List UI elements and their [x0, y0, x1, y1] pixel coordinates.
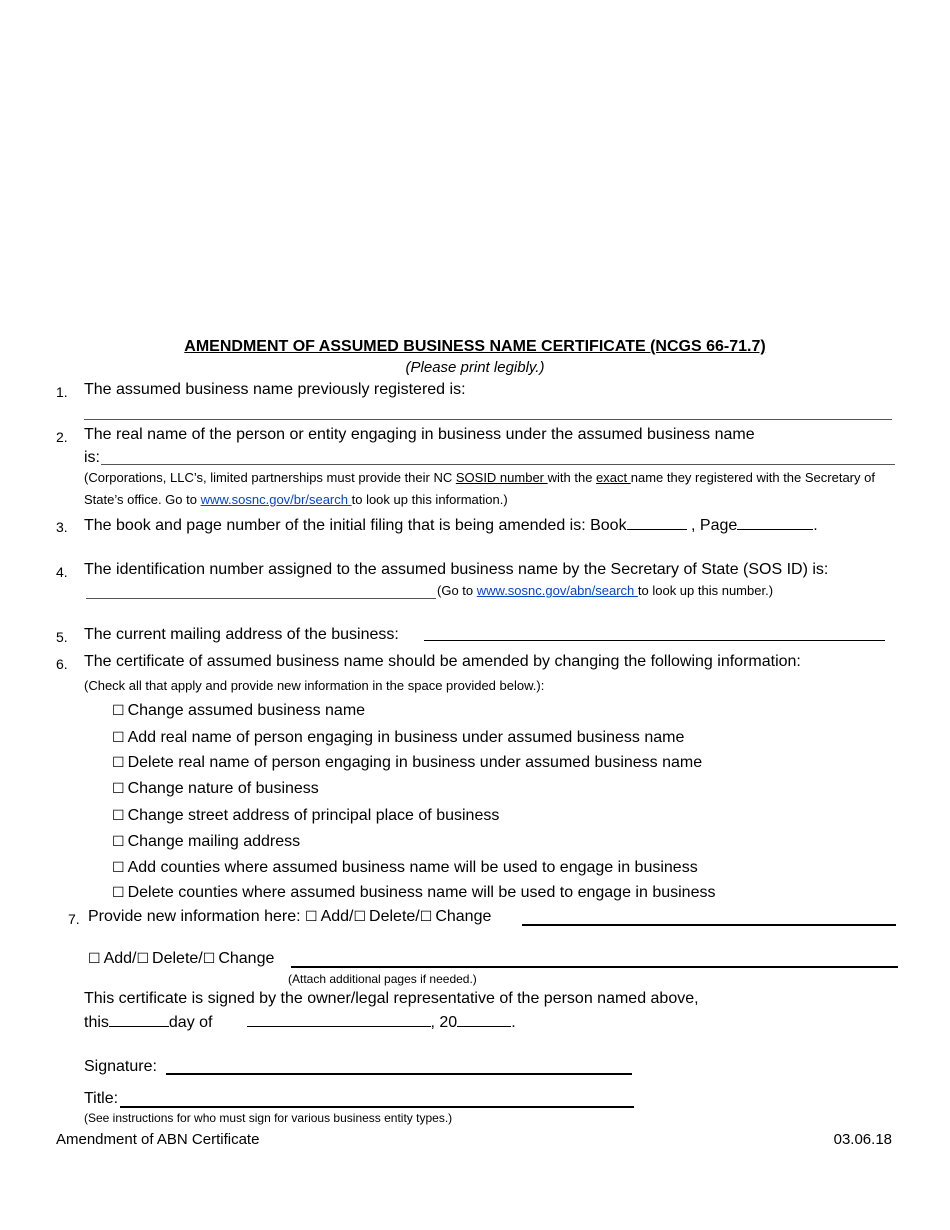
item-7-row-2 — [88, 949, 274, 969]
checkbox-icon[interactable]: ☐ — [88, 951, 101, 967]
sos-id-field[interactable] — [86, 598, 436, 599]
item-2-note-part-c: name they registered with the Secretary of — [630, 470, 875, 485]
change-label: Change — [435, 908, 492, 925]
option-delete-counties[interactable] — [112, 883, 715, 903]
item-5-number: 5. — [56, 629, 68, 645]
item-6-label: The certificate of assumed business name should be amended by changing the following information: — [84, 653, 801, 670]
checkbox-icon[interactable]: ☐ — [112, 834, 125, 850]
item-7-number: 7. — [68, 911, 80, 927]
option-label: Delete counties where assumed business name will be used to engage in business — [127, 884, 716, 901]
option-label: Delete real name of person engaging in business under assumed business name — [127, 754, 703, 771]
option-label: Change street address of principal place of business — [127, 807, 500, 824]
item-2-note-exact: exact — [596, 470, 631, 485]
year-field[interactable] — [457, 1012, 511, 1027]
item-4-number: 4. — [56, 564, 68, 580]
item-1-answer-field[interactable] — [84, 419, 892, 420]
item-5-label: The current mailing address of the business: — [84, 626, 399, 643]
item-4-label: The identification number assigned to the assumed business name by the Secretary of State (SOS ID) is: — [84, 561, 829, 578]
option-add-counties[interactable] — [112, 858, 698, 878]
item-2-note-part-b: with the — [547, 470, 597, 485]
option-change-mailing-address[interactable] — [112, 832, 300, 852]
mailing-address-field[interactable] — [424, 640, 885, 641]
option-label: Add real name of person engaging in business under assumed business name — [127, 729, 685, 746]
checkbox-icon[interactable]: ☐ — [112, 860, 125, 876]
checkbox-icon[interactable]: ☐ — [112, 730, 125, 746]
delete-label: Delete/ — [152, 950, 203, 967]
abn-search-link[interactable]: www.sosnc.gov/abn/search — [476, 583, 638, 598]
item-2-note — [84, 469, 875, 487]
checkbox-icon[interactable]: ☐ — [112, 703, 125, 719]
checkbox-icon[interactable]: ☐ — [353, 909, 367, 925]
item-4-goto-b: to look up this number.) — [637, 583, 774, 598]
page-label: , Page — [691, 517, 738, 534]
signing-end: . — [511, 1014, 516, 1031]
option-label: Change nature of business — [127, 780, 319, 797]
option-label: Change assumed business name — [127, 702, 366, 719]
checkbox-icon[interactable]: ☐ — [112, 885, 125, 901]
item-3-row — [84, 515, 818, 536]
title-label: Title: — [84, 1090, 119, 1107]
item-6-number: 6. — [56, 656, 68, 672]
book-field[interactable] — [627, 515, 687, 530]
item-4-goto-note — [437, 582, 773, 600]
option-label: Add counties where assumed business name will be used to engage in business — [127, 859, 698, 876]
option-label: Change mailing address — [127, 833, 301, 850]
new-info-field-1[interactable] — [522, 924, 896, 926]
signature-label: Signature: — [84, 1058, 157, 1075]
item-2-note-sosid: SOSID number — [455, 470, 548, 485]
footer-form-name: Amendment of ABN Certificate — [56, 1131, 260, 1148]
option-change-street-address[interactable] — [112, 806, 499, 826]
item-2-number: 2. — [56, 429, 68, 445]
this-label: this — [84, 1014, 109, 1031]
add-label: Add/ — [320, 908, 354, 925]
option-delete-real-name[interactable] — [112, 753, 702, 773]
signing-statement: This certificate is signed by the owner/legal representative of the person named above, — [84, 990, 699, 1007]
option-change-business-name[interactable] — [112, 701, 365, 721]
footer-revision-date: 03.06.18 — [833, 1131, 892, 1148]
item-2-label-cont: is: — [84, 449, 100, 466]
item-2-label: The real name of the person or entity engaging in business under the assumed business name — [84, 426, 755, 443]
document-subtitle: (Please print legibly.) — [405, 359, 545, 376]
item-3-number: 3. — [56, 519, 68, 535]
checkbox-icon[interactable]: ☐ — [112, 755, 125, 771]
item-2-note2-part-b: to look up this information.) — [351, 492, 508, 507]
checkbox-icon[interactable]: ☐ — [112, 781, 125, 797]
year-prefix: , 20 — [430, 1014, 458, 1031]
checkbox-icon[interactable]: ☐ — [305, 909, 318, 925]
item-2-note-line2 — [84, 491, 508, 509]
attach-note: (Attach additional pages if needed.) — [288, 972, 477, 986]
item-4-goto-a: (Go to — [437, 583, 477, 598]
item-7-row-1 — [88, 907, 491, 927]
title-field[interactable] — [120, 1106, 634, 1108]
signature-field[interactable] — [166, 1073, 632, 1075]
checkbox-icon[interactable]: ☐ — [419, 909, 433, 925]
signing-date-row — [84, 1012, 516, 1033]
checkbox-icon[interactable]: ☐ — [136, 951, 150, 967]
new-info-field-2[interactable] — [291, 966, 898, 968]
item-2-answer-field[interactable] — [101, 464, 895, 465]
day-of-label: day of — [168, 1014, 213, 1031]
checkbox-icon[interactable]: ☐ — [112, 808, 125, 824]
page-field[interactable] — [737, 515, 813, 530]
change-label: Change — [218, 950, 275, 967]
item-1-number: 1. — [56, 384, 68, 400]
item-3-end: . — [813, 517, 818, 534]
item-2-note2-part-a: State’s office. Go to — [84, 492, 201, 507]
br-search-link[interactable]: www.sosnc.gov/br/search — [200, 492, 352, 507]
month-field[interactable] — [247, 1012, 431, 1027]
document-title: AMENDMENT OF ASSUMED BUSINESS NAME CERTIFICATE (NCGS 66-71.7) — [184, 338, 766, 355]
item-1-label: The assumed business name previously registered is: — [84, 381, 466, 398]
add-label: Add/ — [103, 950, 137, 967]
option-change-nature[interactable] — [112, 779, 319, 799]
option-add-real-name[interactable] — [112, 728, 684, 748]
item-3-label: The book and page number of the initial filing that is being amended is: Book — [84, 517, 627, 534]
delete-label: Delete/ — [369, 908, 420, 925]
item-7-label: Provide new information here: — [88, 908, 305, 925]
instructions-note: (See instructions for who must sign for various business entity types.) — [84, 1111, 453, 1125]
day-field[interactable] — [109, 1012, 169, 1027]
item-2-note-part-a: (Corporations, LLC’s, limited partnerships must provide their NC — [84, 470, 456, 485]
item-6-note: (Check all that apply and provide new information in the space provided below.): — [84, 678, 545, 693]
checkbox-icon[interactable]: ☐ — [202, 951, 216, 967]
